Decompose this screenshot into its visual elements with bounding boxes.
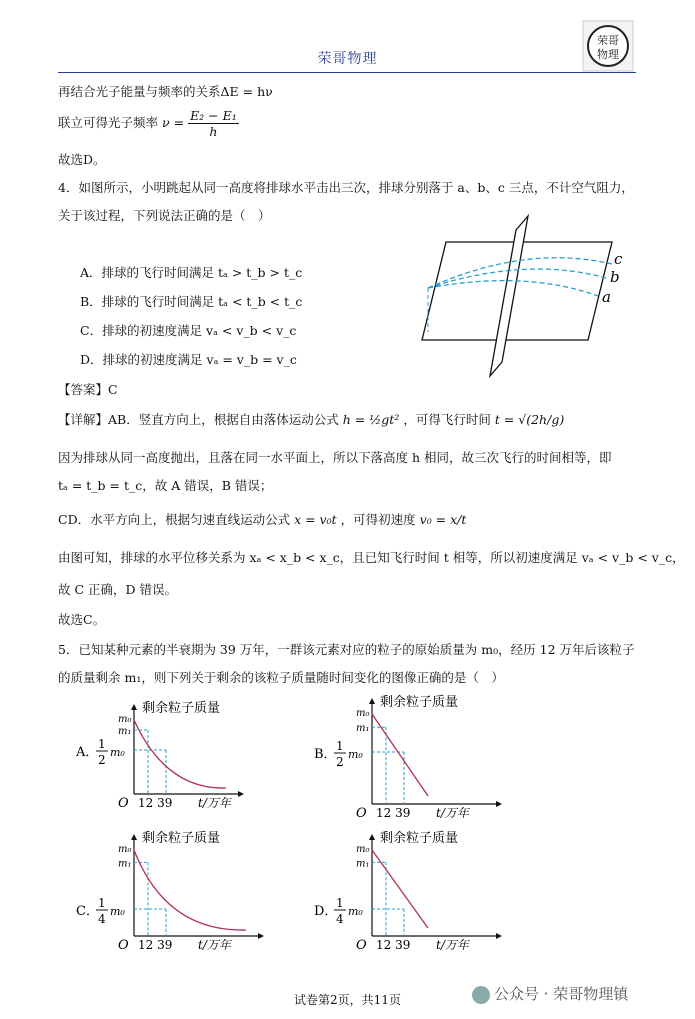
q4-detail-1 [58, 410, 564, 428]
chart-title: 剩余粒子质量 [142, 831, 221, 846]
q4-figure [416, 212, 636, 380]
fraction-bottom: 4 [98, 912, 106, 926]
chart-svg [76, 700, 256, 810]
y-arrow [131, 704, 137, 710]
q4-option-d [80, 350, 297, 368]
decay-curve [134, 850, 246, 930]
y-label-m1: m₁ [118, 726, 132, 737]
chart-title: 剩余粒子质量 [380, 695, 459, 710]
decay-line [372, 850, 428, 928]
chart-title: 剩余粒子质量 [380, 831, 459, 846]
fraction-top: 1 [336, 896, 344, 910]
y-label-m1: m₁ [356, 723, 370, 735]
x-arrow [496, 801, 502, 807]
logo [582, 20, 634, 72]
fraction-top: 1 [336, 739, 344, 753]
numerator: E₂ − E₁ [190, 108, 237, 123]
x-arrow [258, 933, 264, 939]
q4-detail-7: 故选C。 [58, 612, 106, 627]
q5-stem-2: 的质量剩余 m₁，则下列关于剩余的该粒子质量随时间变化的图像正确的是（ ） [58, 670, 504, 685]
y-label-m0: m₀ [356, 708, 370, 719]
option-label: D． [80, 352, 103, 367]
wechat-icon [472, 986, 490, 1004]
x-arrow [238, 791, 244, 797]
x-arrow [496, 933, 502, 939]
fraction [188, 108, 239, 139]
option-text: 排球的初速度满足 vₐ = v_b = v_c [102, 352, 297, 367]
fraction-top: 1 [98, 737, 106, 751]
label-a: a [602, 288, 611, 306]
text: ，可得飞行时间 [403, 412, 491, 427]
q4-stem-1: 4．如图所示，小明跳起从同一高度将排球水平击出三次，排球分别落于 a、b、c 三点，不计空气阻力， [58, 180, 634, 195]
watermark-text: 公众号 · 荣哥物理镇 [494, 985, 629, 1003]
option-label: B． [80, 294, 102, 309]
q5-chart-c [76, 830, 276, 952]
q5-chart-d [314, 830, 514, 952]
q5-chart-b [314, 694, 514, 820]
fraction-m0: m₀ [348, 748, 363, 761]
formula: h = ½gt² [342, 412, 400, 427]
x-ticks: 12 39 [376, 806, 411, 820]
text: CD．水平方向上，根据匀速直线运动公式 [58, 512, 291, 527]
y-label-m1: m₁ [356, 858, 370, 870]
fraction-bottom: 2 [98, 753, 106, 767]
y-arrow [131, 834, 137, 840]
origin-label: O [118, 796, 129, 810]
text-line: 故选D。 [58, 152, 106, 167]
y-arrow [369, 698, 375, 704]
text: ，可得初速度 [340, 512, 416, 527]
option-text: 排球的飞行时间满足 tₐ > t_b > t_c [101, 265, 303, 280]
watermark [472, 983, 628, 1004]
fraction-m0: m₀ [110, 746, 125, 759]
fraction-top: 1 [98, 896, 106, 910]
fraction-bottom: 2 [336, 755, 344, 769]
chart-title: 剩余粒子质量 [142, 701, 221, 716]
net-plane [490, 216, 528, 376]
q4-detail-2: 因为排球从同一高度抛出，且落在同一水平面上，所以下落高度 h 相同，故三次飞行的时间相等，即 [58, 450, 612, 465]
option-text: 排球的飞行时间满足 tₐ < t_b < t_c [101, 294, 303, 309]
svg-text:荣哥: 荣哥 [597, 34, 619, 47]
label-b: b [610, 268, 620, 286]
page-header-title: 荣哥物理 [317, 51, 378, 67]
y-label-m1: m₁ [118, 858, 132, 870]
x-ticks: 12 39 [138, 938, 173, 952]
fraction-bottom: 4 [336, 912, 344, 926]
fraction-m0: m₀ [110, 905, 125, 918]
q4-detail-3: tₐ = t_b = t_c，故 A 错误，B 错误； [58, 478, 273, 493]
q4-detail-5: 由图可知，排球的水平位移关系为 xₐ < x_b < x_c，且已知飞行时间 t 相等，所以初速度满足 vₐ < v_b < v_c， [58, 550, 685, 565]
denominator: h [209, 124, 218, 139]
x-axis-label: t/万年 [198, 938, 231, 952]
option-label: B． [314, 747, 337, 762]
q4-detail-4 [58, 510, 466, 528]
x-ticks: 12 39 [138, 796, 173, 810]
text-line: 再结合光子能量与频率的关系ΔE = hν [58, 84, 273, 99]
svg-text:物理: 物理 [597, 48, 619, 61]
x-ticks: 12 39 [376, 938, 411, 952]
option-label: C． [76, 904, 99, 919]
formula: x = v₀t [294, 512, 337, 527]
text: 【详解】AB．竖直方向上，根据自由落体运动公式 [58, 412, 339, 427]
q4-detail-6: 故 C 正确，D 错误。 [58, 582, 178, 597]
chart-svg [76, 830, 276, 952]
q4-stem-2: 关于该过程，下列说法正确的是（ ） [58, 208, 271, 223]
option-label: D． [314, 904, 338, 919]
frequency-equation [58, 108, 239, 139]
eq-sign: = [173, 115, 185, 130]
page-number: 试卷第2页，共11页 [294, 993, 401, 1007]
q4-option-a [80, 263, 302, 281]
chart-svg [314, 694, 514, 820]
q4-option-c [80, 321, 296, 339]
fraction-m0: m₀ [348, 905, 363, 918]
y-label-m0: m₀ [118, 844, 132, 855]
label-c: c [614, 250, 623, 268]
q4-answer: 【答案】C [58, 382, 118, 397]
formula: v₀ = x/t [419, 512, 467, 527]
origin-label: O [356, 938, 367, 952]
y-label-m0: m₀ [356, 844, 370, 855]
formula: t = √(2h/g) [494, 412, 565, 427]
chart-svg [314, 830, 514, 952]
option-text: 排球的初速度满足 vₐ < v_b < v_c [102, 323, 297, 338]
header-divider [58, 72, 636, 73]
x-axis-label: t/万年 [198, 796, 231, 810]
q5-chart-a [76, 700, 256, 810]
x-axis-label: t/万年 [436, 938, 469, 952]
origin-label: O [118, 938, 129, 952]
origin-label: O [356, 806, 367, 820]
y-label-m0: m₀ [118, 714, 132, 725]
var-nu: ν [162, 115, 170, 130]
x-axis-label: t/万年 [436, 806, 469, 820]
q5-stem-1: 5．已知某种元素的半衰期为 39 万年，一群该元素对应的粒子的原始质量为 m₀，经历 12 万年后该粒子 [58, 642, 635, 657]
option-label: C． [80, 323, 103, 338]
q4-option-b [80, 292, 302, 310]
y-arrow [369, 834, 375, 840]
text-prefix: 联立可得光子频率 [58, 115, 159, 130]
option-label: A． [76, 745, 99, 760]
decay-line [372, 714, 428, 796]
option-label: A． [80, 265, 102, 280]
